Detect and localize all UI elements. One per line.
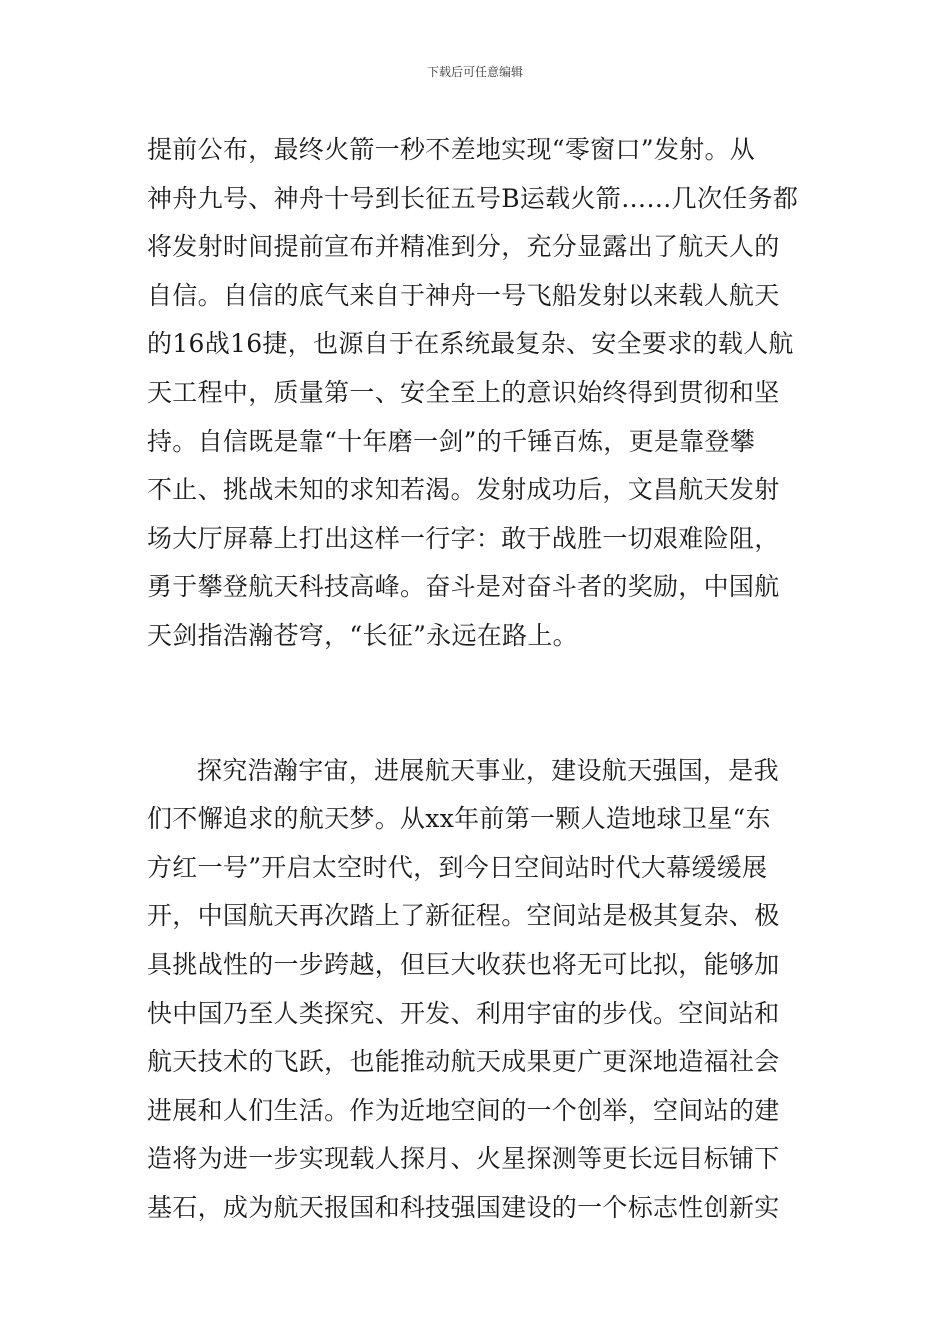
paragraph-2	[147, 747, 807, 1233]
text-line: 的16战16捷，也源自于在系统最复杂、安全要求的载人航	[147, 329, 794, 359]
text-line: 不止、挑战未知的求知若渴。发射成功后，文昌航天发射	[147, 475, 780, 505]
text-line: 具挑战性的一步跨越，但巨大收获也将无可比拟，能够加	[147, 949, 780, 979]
text-line: 天剑指浩瀚苍穹，“长征”永远在路上。	[147, 620, 578, 650]
text-line: 航天技术的飞跃，也能推动航天成果更广更深地造福社会	[147, 1047, 780, 1077]
text-line: 场大厅屏幕上打出这样一行字：敢于战胜一切艰难险阻，	[147, 523, 780, 553]
text-line: 基石，成为航天报国和科技强国建设的一个标志性创新实	[147, 1192, 780, 1222]
page-header: 下载后可任意编辑	[426, 65, 523, 79]
paragraph-1	[147, 126, 807, 661]
paragraph-gap	[147, 661, 807, 747]
text-line: 造将为进一步实现载人探月、火星探测等更长远目标铺下	[147, 1144, 780, 1174]
text-line: 自信。自信的底气来自于神舟一号飞船发射以来载人航天	[147, 280, 780, 310]
text-line: 天工程中，质量第一、安全至上的意识始终得到贯彻和坚	[147, 377, 780, 407]
text-line: 进展和人们生活。作为近地空间的一个创举，空间站的建	[147, 1095, 780, 1125]
text-line: 神舟九号、神舟十号到长征五号B运载火箭……几次任务都	[147, 183, 799, 213]
text-line: 们不懈追求的航天梦。从xx年前第一颗人造地球卫星“东	[147, 804, 771, 834]
text-line: 勇于攀登航天科技高峰。奋斗是对奋斗者的奖励，中国航	[147, 572, 780, 602]
text-line: 开，中国航天再次踏上了新征程。空间站是极其复杂、极	[147, 901, 780, 931]
text-line: 快中国乃至人类探究、开发、利用宇宙的步伐。空间站和	[147, 998, 780, 1028]
text-line: 将发射时间提前宣布并精准到分，充分显露出了航天人的	[147, 232, 780, 262]
text-line: 提前公布，最终火箭一秒不差地实现“零窗口”发射。从	[147, 135, 756, 164]
document-body	[147, 126, 807, 1232]
text-line: 方红一号”开启太空时代，到今日空间站时代大幕缓缓展	[147, 852, 768, 882]
text-line-indented: 探究浩瀚宇宙，进展航天事业，建设航天强国，是我	[197, 755, 779, 785]
text-line: 持。自信既是靠“十年磨一剑”的千锤百炼，更是靠登攀	[147, 426, 756, 456]
